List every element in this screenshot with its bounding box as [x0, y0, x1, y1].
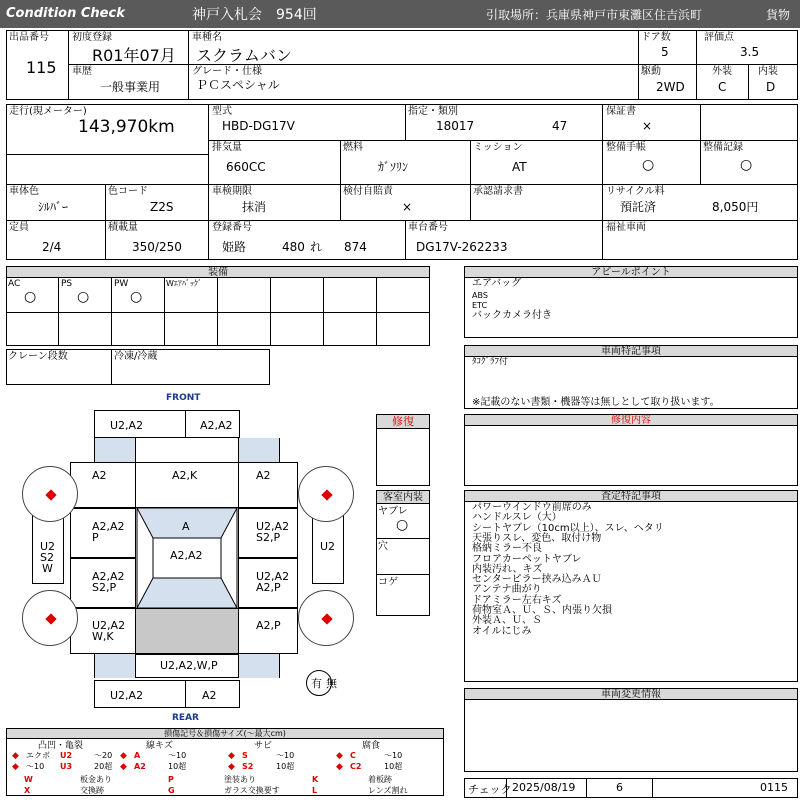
- int-grade: D: [766, 80, 776, 94]
- regno-num: 480: [282, 240, 305, 254]
- interior-title: 客室内装: [377, 491, 429, 504]
- equip-ac-label: AC: [8, 279, 21, 289]
- ext-grade: C: [718, 80, 727, 94]
- type-label: 型式: [212, 106, 232, 117]
- lot-number: 115: [26, 58, 57, 77]
- record: ○: [740, 157, 753, 173]
- assessment-title: 査定特記事項: [465, 491, 797, 502]
- quarter-l-l2: W,K: [92, 630, 114, 643]
- assessment-line: シートヤブレ（10cm以上）、スレ、ヘタリ: [472, 522, 664, 534]
- drive-label: 駆動: [641, 66, 661, 77]
- equip-ps-mark: ○: [77, 289, 90, 305]
- regno-no: 874: [344, 240, 367, 254]
- interior-tear-mark: ○: [396, 517, 409, 533]
- inspect: 抹消: [242, 200, 267, 214]
- door-front-left: [70, 508, 136, 558]
- legend-cell: エクボ: [26, 751, 50, 760]
- inspect-label: 車検期限: [212, 186, 252, 197]
- repair-content-title: 修復内容: [465, 415, 797, 426]
- legend-cell: C2: [350, 762, 362, 771]
- warranty-label: 保証書: [606, 106, 636, 117]
- model-type: HBD-DG17V: [222, 119, 295, 133]
- door-fr-l1: U2,A2: [256, 520, 290, 533]
- model-name: スクラムバン: [196, 46, 292, 65]
- approval-label: 承認請求書: [473, 186, 523, 197]
- legend-diamond-icon: ◆: [336, 751, 343, 761]
- side-left-l2: S2: [40, 551, 54, 564]
- cat-2: 47: [552, 119, 568, 133]
- auction-title: 神戸入札会 954回: [192, 7, 317, 23]
- legend-key-desc: レンズ割れ: [368, 786, 408, 795]
- assessment-line: 外装Ａ、Ｕ、Ｓ: [472, 615, 542, 627]
- pickup-location: 引取場所：兵庫県神戸市東灘区住吉浜町: [486, 8, 703, 22]
- selfreg: ×: [402, 200, 413, 214]
- legend-cell: U2: [60, 751, 73, 760]
- grade: ＰＣスペシャル: [196, 78, 280, 92]
- door-rl-l1: A2,A2: [92, 570, 125, 583]
- crane-label: クレーン段数: [8, 351, 68, 362]
- assessment-line: ドアミラー左右キズ: [472, 594, 562, 606]
- legend-header: サビ: [254, 741, 273, 751]
- check-label: チェック: [468, 783, 512, 796]
- legend-cell: A2: [134, 762, 146, 771]
- legend-key-code: K: [312, 775, 319, 784]
- regno-area: 姫路: [222, 240, 247, 254]
- quarter-l-l1: U2,A2: [92, 619, 126, 632]
- legend-cell: S2: [242, 762, 254, 771]
- capacity-label: 定員: [9, 222, 29, 233]
- assessment-line: 荷物室Ａ、Ｕ、Ｓ、内張り欠損: [472, 605, 612, 616]
- wheel-front-right: [298, 466, 354, 522]
- chassis: DG17V-262233: [416, 240, 508, 254]
- legend-header: 凸凹・亀裂: [38, 741, 84, 751]
- interior-tear-label: ヤブレ: [378, 506, 408, 517]
- history: 一般事業用: [100, 80, 161, 94]
- doors-label: ドア数: [641, 32, 671, 43]
- color-label: 車体色: [9, 186, 39, 197]
- load: 350/250: [132, 240, 182, 254]
- legend-title: 損傷記号＆損傷サイズ(～最大cm): [7, 729, 443, 739]
- assessment-line: フロアカーペットヤブレ: [472, 553, 582, 565]
- legend-key-desc: ガラス交換要す: [224, 786, 280, 795]
- wheel-rear-left: [22, 590, 78, 646]
- legend-diamond-icon: ◆: [336, 762, 343, 772]
- legend-key-code: L: [312, 786, 318, 795]
- spare-tire-yes: 有: [311, 677, 322, 690]
- side-left-l1: U2: [40, 540, 56, 553]
- freeze-label: 冷凍/冷蔵: [114, 351, 158, 362]
- special-line: ﾀｺｸﾞﾗﾌ付: [472, 357, 509, 367]
- door-rr-l1: U2,A2: [256, 570, 290, 583]
- legend-key-desc: 塗装あり: [224, 775, 256, 784]
- assessment-line: 天張りスレ、変色、取付け物: [472, 532, 602, 544]
- equipment-title: 装備: [7, 267, 429, 278]
- assessment-line: 内装汚れ、キズ: [472, 563, 543, 575]
- legend-cell: ～10: [384, 751, 403, 760]
- legend-cell: ～10: [168, 751, 187, 760]
- change-box: [464, 688, 798, 772]
- interior-hole-label: 穴: [378, 541, 388, 552]
- equip-pw-label: PW: [114, 279, 129, 289]
- legend-key-code: P: [168, 775, 174, 784]
- legend-key-code: X: [24, 786, 31, 795]
- spare-tire-no: 無: [326, 677, 337, 690]
- door-rl-l2: S2,P: [92, 581, 117, 594]
- rear-gate-text: U2,A2,W,P: [160, 659, 218, 672]
- side-left-l3: W: [42, 562, 53, 575]
- recycle-fee: 8,050円: [712, 200, 759, 214]
- legend-cell: ～20: [94, 751, 113, 760]
- cat-1: 18017: [436, 119, 475, 133]
- side-right-text: U2: [320, 540, 336, 553]
- legend-key-desc: 板金あり: [80, 775, 112, 784]
- hood-text: A2,K: [172, 469, 198, 482]
- legend-key-desc: 着板跡: [368, 775, 392, 784]
- grade-label: グレード・仕様: [192, 66, 262, 77]
- legend-diamond-icon: ◆: [120, 751, 127, 761]
- change-title: 車両変更情報: [465, 689, 797, 700]
- manual: ○: [642, 157, 655, 173]
- capacity: 2/4: [42, 240, 62, 254]
- equip-ps-label: PS: [61, 279, 73, 289]
- regno-label: 登録番号: [212, 222, 252, 233]
- selfreg-label: 検付自賠責: [343, 186, 393, 197]
- first-reg: R01年07月: [92, 46, 176, 65]
- front-label: FRONT: [166, 393, 201, 403]
- legend-cell: ～10: [276, 751, 295, 760]
- legend-cell: 10超: [168, 762, 187, 771]
- legend-cell: 10超: [384, 762, 403, 771]
- legend-cell: A: [134, 751, 141, 760]
- assessment-line: センターピラー挟み込みＡＵ: [472, 574, 602, 586]
- assessment-line: オイルにじみ: [472, 625, 532, 637]
- cat-label: 指定・類別: [408, 106, 458, 117]
- lot-label: 出品番号: [9, 32, 49, 43]
- rear-bumper-right: A2: [202, 689, 217, 702]
- legend-diamond-icon: ◆: [228, 762, 235, 772]
- wheel-front-left: [22, 466, 78, 522]
- appeal-line-4: バックカメラ付き: [472, 310, 552, 321]
- color: ｼﾙﾊﾞｰ: [38, 200, 69, 214]
- rear-label: REAR: [172, 713, 199, 723]
- warranty: ×: [642, 119, 653, 133]
- legend-key-code: G: [168, 786, 175, 795]
- repair-title: 修復: [377, 415, 429, 429]
- mileage: 143,970km: [78, 117, 175, 137]
- record-label: 整備記録: [703, 142, 743, 153]
- appeal-line-1: エアバッグ: [472, 278, 522, 289]
- displacement: 660CC: [226, 160, 266, 174]
- legend-cell: 20超: [94, 762, 113, 771]
- legend-cell: 10超: [276, 762, 295, 771]
- mileage-label: 走行(現メーター): [9, 106, 87, 117]
- score: 3.5: [740, 45, 760, 59]
- history-label: 車歴: [72, 66, 92, 77]
- legend-diamond-icon: ◆: [12, 762, 19, 772]
- ext-label: 外装: [712, 66, 732, 77]
- appeal-line-2: ABS: [472, 291, 488, 300]
- recycle-status: 預託済: [620, 200, 657, 214]
- interior-burn-label: コゲ: [378, 577, 398, 588]
- door-fr-l2: S2,P: [256, 531, 281, 544]
- equip-pw-mark: ○: [130, 289, 143, 305]
- equip-ac-mark: ○: [24, 289, 37, 305]
- check-date: 2025/08/19: [512, 781, 576, 794]
- appeal-line-3: ETC: [472, 301, 488, 310]
- fuel: ｶﾞｿﾘﾝ: [378, 160, 409, 174]
- assessment-line: 格納ミラー不良: [472, 543, 542, 555]
- load-label: 積載量: [108, 222, 138, 233]
- mission: AT: [512, 160, 527, 174]
- door-fl-l2: P: [92, 531, 99, 544]
- front-bumper-right: A2,A2: [200, 419, 233, 432]
- assessment-line: ハンドルスレ（大）: [472, 512, 562, 524]
- front-bumper-left: U2,A2: [110, 419, 144, 432]
- assessment-line: アンテナ曲がり: [472, 584, 542, 596]
- logo: Condition Check: [6, 6, 125, 21]
- regno-kana: れ: [310, 240, 323, 254]
- assessment-line: パワーウインドウ前席のみ: [472, 502, 592, 513]
- wheel-rear-right: [298, 590, 354, 646]
- header-bar: [0, 0, 800, 28]
- door-fl-l1: A2,A2: [92, 520, 125, 533]
- legend-cell: ～10: [26, 762, 45, 771]
- model-label: 車種名: [192, 32, 222, 43]
- drive: 2WD: [656, 80, 685, 94]
- legend-header: 腐食: [362, 741, 381, 751]
- chassis-label: 車台番号: [408, 222, 448, 233]
- legend-key-desc: 交換跡: [80, 786, 104, 795]
- check-number: 6: [616, 781, 623, 794]
- special-title: 車両特記事項: [465, 346, 797, 357]
- legend-cell: U3: [60, 762, 73, 771]
- cargo-floor: [135, 608, 239, 654]
- equip-wairbag-label: Wｴｱﾊﾞｯｸﾞ: [166, 279, 202, 288]
- manual-label: 整備手帳: [606, 142, 646, 153]
- appeal-title: アピールポイント: [465, 267, 797, 278]
- door-rr-l2: A2,P: [256, 581, 281, 594]
- legend-diamond-icon: ◆: [120, 762, 127, 772]
- roof-text: A2,A2: [170, 549, 203, 562]
- doors: 5: [661, 45, 669, 59]
- windshield-text: A: [182, 520, 190, 533]
- mission-label: ミッション: [473, 142, 523, 153]
- colorcode-label: 色コード: [108, 186, 148, 197]
- legend-cell: C: [350, 751, 356, 760]
- fender-right-text: A2: [256, 469, 271, 482]
- legend-diamond-icon: ◆: [12, 751, 19, 761]
- fender-left-text: A2: [92, 469, 107, 482]
- recycle-label: リサイクル料: [606, 186, 665, 197]
- disp-label: 排気量: [212, 142, 242, 153]
- legend-cell: S: [242, 751, 248, 760]
- rear-bumper-left: U2,A2: [110, 689, 144, 702]
- special-note: ※記載のない書類・機器等は無しとして取り扱います。: [472, 397, 720, 408]
- legend-diamond-icon: ◆: [228, 751, 235, 761]
- category: 貨物: [766, 8, 791, 22]
- score-label: 評価点: [704, 32, 734, 43]
- colorcode: Z2S: [150, 200, 174, 214]
- int-label: 内装: [758, 66, 778, 77]
- first-reg-label: 初度登録: [72, 32, 112, 43]
- check-code: 0115: [760, 781, 788, 794]
- welfare-label: 福祉車両: [606, 222, 646, 233]
- legend-key-code: W: [24, 775, 33, 784]
- legend-header: 線キズ: [146, 741, 173, 751]
- fuel-label: 燃料: [343, 142, 363, 153]
- quarter-right-text: A2,P: [256, 619, 281, 632]
